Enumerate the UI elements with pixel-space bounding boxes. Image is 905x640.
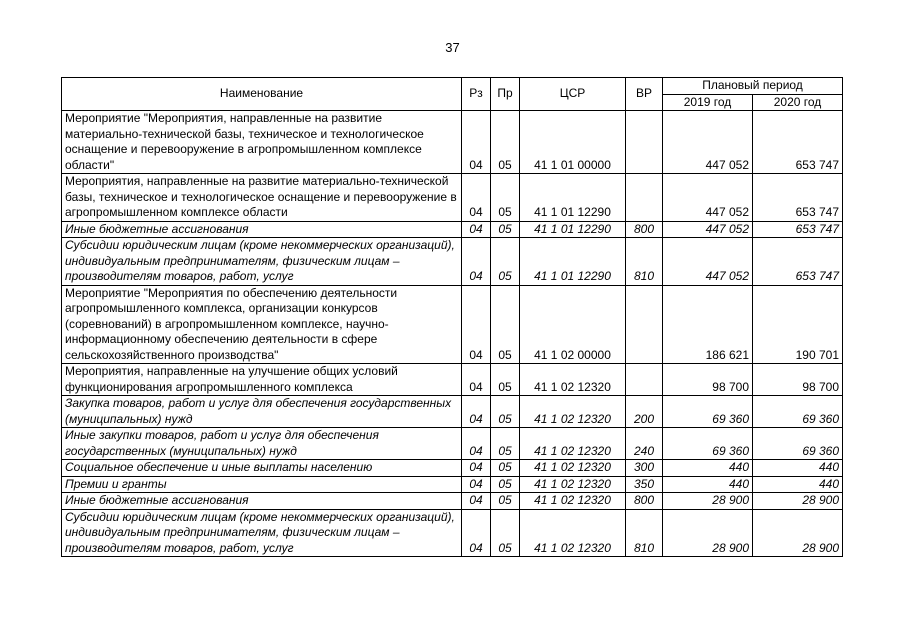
row-csr: 41 1 02 12320: [520, 460, 626, 477]
row-2020: 28 900: [753, 509, 843, 557]
row-vr: [626, 111, 663, 174]
row-2019: 186 621: [663, 285, 753, 364]
table-row: [62, 221, 843, 238]
row-csr: 41 1 02 12320: [520, 493, 626, 510]
row-rz: 04: [462, 476, 491, 493]
row-pr: 05: [491, 396, 520, 428]
row-2019: 447 052: [663, 221, 753, 238]
table-row: [62, 509, 843, 557]
row-csr: 41 1 02 12320: [520, 428, 626, 460]
row-vr: 800: [626, 493, 663, 510]
header-csr: ЦСР: [520, 78, 626, 111]
row-2020: 653 747: [753, 221, 843, 238]
page-number: 37: [445, 40, 460, 55]
row-2020: 69 360: [753, 428, 843, 460]
row-pr: 05: [491, 509, 520, 557]
row-name: Мероприятие "Мероприятия по обеспечению деятельности агропромышленного комплекса, организации конкурсов (соревнований) в агропромышленном комплексе, научно-информационному обеспечению деятельности в сфере сельскохозяйственного производства": [62, 285, 462, 364]
row-2019: 447 052: [663, 238, 753, 286]
header-row: [62, 78, 843, 95]
row-2019: 69 360: [663, 396, 753, 428]
table-row: [62, 476, 843, 493]
header-name: Наименование: [62, 78, 462, 111]
table-row: [62, 428, 843, 460]
table-row: [62, 285, 843, 364]
row-2020: 653 747: [753, 174, 843, 222]
row-name: Субсидии юридическим лицам (кроме некоммерческих организаций), индивидуальным предпринимателям, физическим лицам – производителям товаров, работ, услуг: [62, 509, 462, 557]
row-vr: 810: [626, 509, 663, 557]
row-pr: 05: [491, 493, 520, 510]
row-name: Иные закупки товаров, работ и услуг для обеспечения государственных (муниципальных) нужд: [62, 428, 462, 460]
row-vr: [626, 285, 663, 364]
row-2019: 28 900: [663, 509, 753, 557]
row-vr: 350: [626, 476, 663, 493]
row-name: Мероприятие "Мероприятия, направленные на развитие материально-технической базы, техническое и технологическое оснащение и перевооружение в агропромышленном комплексе области": [62, 111, 462, 174]
table-row: [62, 364, 843, 396]
row-csr: 41 1 02 00000: [520, 285, 626, 364]
row-rz: 04: [462, 285, 491, 364]
row-csr: 41 1 01 12290: [520, 238, 626, 286]
row-rz: 04: [462, 428, 491, 460]
header-year-2020: 2020 год: [753, 94, 843, 111]
row-pr: 05: [491, 111, 520, 174]
row-pr: 05: [491, 460, 520, 477]
row-rz: 04: [462, 460, 491, 477]
row-name: Премии и гранты: [62, 476, 462, 493]
header-vr: ВР: [626, 78, 663, 111]
row-2020: 190 701: [753, 285, 843, 364]
row-2019: 440: [663, 460, 753, 477]
row-2019: 447 052: [663, 174, 753, 222]
table-row: [62, 396, 843, 428]
row-2020: 653 747: [753, 111, 843, 174]
header-rz: Рз: [462, 78, 491, 111]
budget-table: [61, 77, 843, 557]
row-csr: 41 1 02 12320: [520, 396, 626, 428]
row-2019: 28 900: [663, 493, 753, 510]
row-csr: 41 1 02 12320: [520, 364, 626, 396]
table-row: [62, 460, 843, 477]
row-2019: 98 700: [663, 364, 753, 396]
row-vr: 810: [626, 238, 663, 286]
row-name: Социальное обеспечение и иные выплаты населению: [62, 460, 462, 477]
row-rz: 04: [462, 493, 491, 510]
row-2020: 440: [753, 476, 843, 493]
row-csr: 41 1 02 12320: [520, 509, 626, 557]
row-rz: 04: [462, 238, 491, 286]
row-pr: 05: [491, 238, 520, 286]
row-rz: 04: [462, 111, 491, 174]
row-rz: 04: [462, 364, 491, 396]
row-2020: 98 700: [753, 364, 843, 396]
row-vr: 240: [626, 428, 663, 460]
row-rz: 04: [462, 509, 491, 557]
row-pr: 05: [491, 174, 520, 222]
row-vr: 300: [626, 460, 663, 477]
row-name: Иные бюджетные ассигнования: [62, 493, 462, 510]
row-csr: 41 1 02 12320: [520, 476, 626, 493]
table-row: [62, 111, 843, 174]
table-row: [62, 493, 843, 510]
header-pr: Пр: [491, 78, 520, 111]
row-2019: 69 360: [663, 428, 753, 460]
row-pr: 05: [491, 285, 520, 364]
header-planned-period: Плановый период: [663, 78, 843, 95]
row-vr: 200: [626, 396, 663, 428]
row-name: Иные бюджетные ассигнования: [62, 221, 462, 238]
row-vr: 800: [626, 221, 663, 238]
row-vr: [626, 174, 663, 222]
row-csr: 41 1 01 12290: [520, 174, 626, 222]
row-2020: 69 360: [753, 396, 843, 428]
row-name: Закупка товаров, работ и услуг для обеспечения государственных (муниципальных) нужд: [62, 396, 462, 428]
table-row: [62, 238, 843, 286]
row-2019: 447 052: [663, 111, 753, 174]
row-csr: 41 1 01 00000: [520, 111, 626, 174]
row-rz: 04: [462, 396, 491, 428]
row-name: Мероприятия, направленные на улучшение общих условий функционирования агропромышленного комплекса: [62, 364, 462, 396]
row-pr: 05: [491, 428, 520, 460]
row-rz: 04: [462, 221, 491, 238]
row-name: Мероприятия, направленные на развитие материально-технической базы, техническое и технологическое оснащение и перевооружение в агропромышленном комплексе области: [62, 174, 462, 222]
row-csr: 41 1 01 12290: [520, 221, 626, 238]
row-pr: 05: [491, 364, 520, 396]
table-row: [62, 174, 843, 222]
row-2020: 653 747: [753, 238, 843, 286]
header-year-2019: 2019 год: [663, 94, 753, 111]
row-vr: [626, 364, 663, 396]
row-2020: 440: [753, 460, 843, 477]
row-pr: 05: [491, 476, 520, 493]
row-name: Субсидии юридическим лицам (кроме некоммерческих организаций), индивидуальным предпринимателям, физическим лицам – производителям товаров, работ, услуг: [62, 238, 462, 286]
row-2019: 440: [663, 476, 753, 493]
row-2020: 28 900: [753, 493, 843, 510]
row-pr: 05: [491, 221, 520, 238]
row-rz: 04: [462, 174, 491, 222]
